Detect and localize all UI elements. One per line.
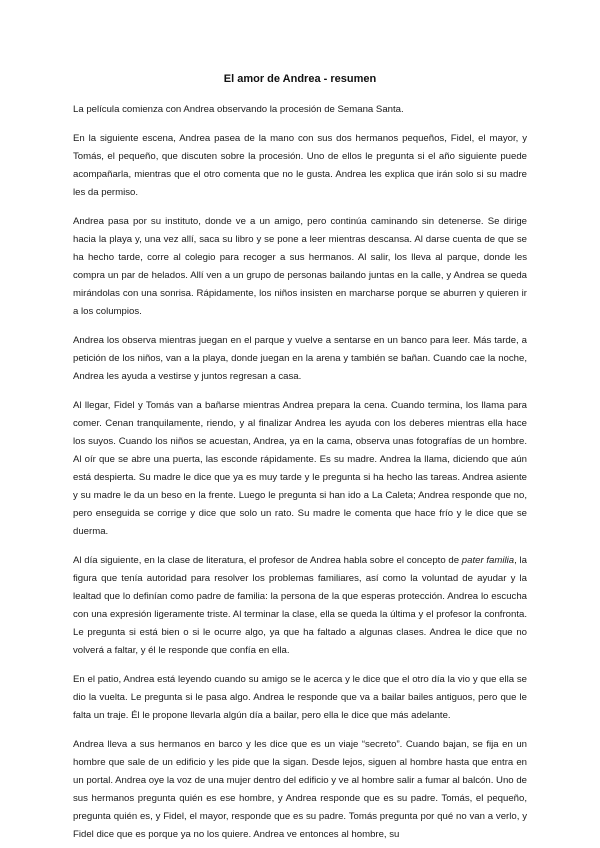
paragraph-6-text-before: Al día siguiente, en la clase de literatura, el profesor de Andrea habla sobre el concepto de bbox=[73, 555, 462, 566]
pater-familia-term: pater familia bbox=[461, 555, 515, 566]
paragraph-4: Andrea los observa mientras juegan en el parque y vuelve a sentarse en un banco para leer. Más tarde, a petición de los niños, van a la playa, donde juegan en la arena y también se bañan. Cuando cae la noche, Andrea les ayuda a vestirse y juntos regresan a casa. bbox=[73, 335, 527, 382]
paragraph-7: En el patio, Andrea está leyendo cuando su amigo se le acerca y le dice que el otro día la vio y que ella se dio la vuelta. Le pregunta si le pasa algo. Andrea le responde que va a bailar bailes antiguos, pero que le falta un traje. Él le propone llevarla algún día a bailar, pero ella le dice que más adelante. bbox=[73, 674, 527, 721]
document-title: El amor de Andrea - resumen bbox=[223, 73, 377, 85]
paragraph-8: Andrea lleva a sus hermanos en barco y les dice que es un viaje “secreto”. Cuando bajan, se fija en un hombre que sale de un edificio y les pide que la sigan. Desde lejos, siguen al hombre hasta que entra en un portal. Andrea oye la voz de una mujer dentro del edificio y ve al hombre salir a fumar al balcón. Uno de sus hermanos pregunta quién es ese hombre, y Andrea responde que es su padre. Tomás, el pequeño, pregunta quién es, y Fidel, el mayor, responde que es su padre. Tomás pregunta por qué no van a verlo, y Fidel dice que es porque ya no los quiere. Andrea ve entonces al hombre, su bbox=[73, 739, 527, 840]
paragraph-3: Andrea pasa por su instituto, donde ve a un amigo, pero continúa caminando sin detenerse. Se dirige hacia la playa y, una vez allí, saca su libro y se pone a leer mientras descansa. Al darse cuenta de que se ha hecho tarde, corre al colegio para recoger a sus hermanos. Al salir, los lleva al parque, donde les compra un par de helados. Allí ven a un grupo de personas bailando juntas en la calle, y Andrea se queda mirándolas con una sonrisa. Rápidamente, los niños insisten en marcharse porque se aburren y quieren ir a los columpios. bbox=[73, 216, 527, 317]
paragraph-1: La película comienza con Andrea observando la procesión de Semana Santa. bbox=[73, 104, 404, 115]
paragraph-5: Al llegar, Fidel y Tomás van a bañarse mientras Andrea prepara la cena. Cuando termina, los llama para comer. Cenan tranquilamente, riendo, y al finalizar Andrea les ayuda con los deberes mientras ella hace los suyos. Cuando los niños se acuestan, Andrea, ya en la cama, observa unas fotografías de un hombre. Al oír que se abre una puerta, las esconde rápidamente. Es su madre. Andrea la llama, diciendo que aún está despierta. Su madre le dice que ya es muy tarde y le pregunta si ha hecho las tareas. Andrea asiente y su madre le da un beso en la frente. Luego le pregunta si han ido a La Caleta; Andrea responde que no, pero enseguida se corrige y dice que solo un rato. Su madre le comenta que hace frío y le dice que se duerma. bbox=[73, 400, 527, 537]
paragraph-2: En la siguiente escena, Andrea pasea de la mano con sus dos hermanos pequeños, Fidel, el mayor, y Tomás, el pequeño, que discuten sobre la procesión. Uno de ellos le pregunta si el año siguiente puede acompañarla, mientras que el otro comenta que no le gusta. Andrea les explica que irán solo si su madre les da permiso. bbox=[73, 133, 527, 198]
paragraph-6-text-after: , la figura que tenía autoridad para resolver los problemas familiares, así como la voluntad de ayudar y la lealtad que lo definían como padre de familia: la persona de la que esperas protección. Andrea lo escucha con una expresión ligeramente triste. Al terminar la clase, ella se queda la última y el profesor la confronta. Le pregunta si está bien o si le ocurre algo, ya que ha faltado a algunas clases. Andrea le dice que no volverá a faltar, y él le responde que confía en ella. bbox=[73, 555, 527, 656]
document-body bbox=[73, 101, 527, 848]
paragraph-6 bbox=[73, 552, 527, 660]
